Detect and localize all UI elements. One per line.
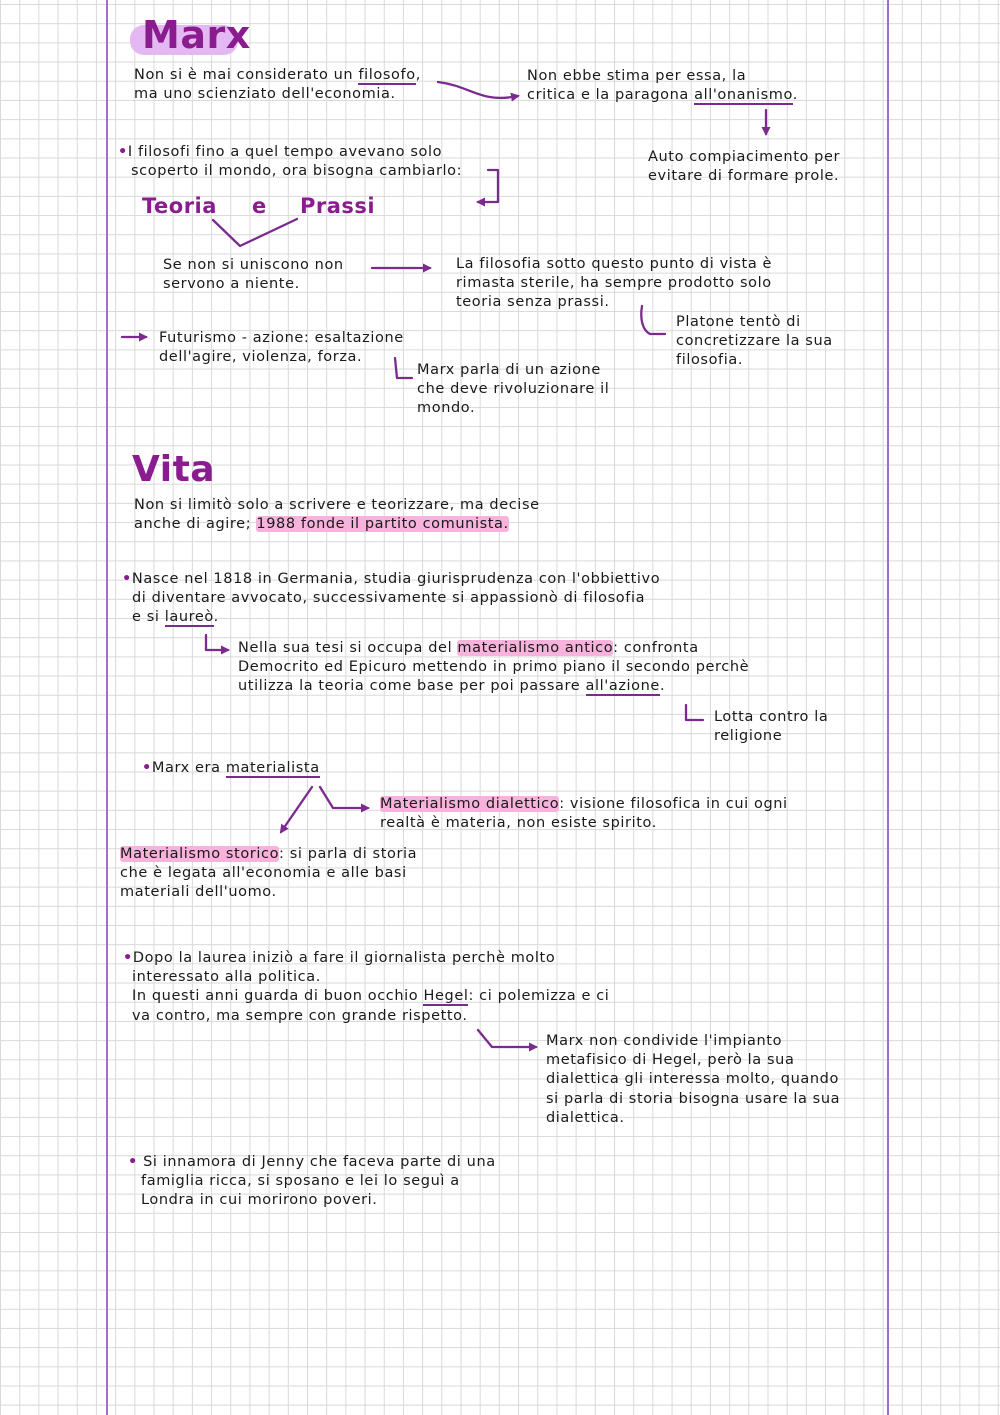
nasce-line3a: e si — [132, 609, 165, 626]
laurea-line1: Dopo la laurea iniziò a fare il giornalista perchè molto — [132, 950, 556, 966]
section-title-vita: Vita — [132, 449, 216, 490]
jenny-line2: famiglia ricca, si sposano e lei lo seguì a — [141, 1173, 460, 1190]
stima-note — [527, 67, 798, 105]
tesi-line1a: Nella sua tesi si occupa del — [238, 640, 458, 656]
laurea-note — [123, 949, 609, 1026]
bullet-dot: • — [142, 760, 152, 776]
nasce-note — [122, 570, 660, 628]
futurismo-line2: dell'agire, violenza, forza. — [159, 349, 363, 366]
bullet-dot: • — [122, 571, 132, 587]
nasce-line1: Nasce nel 1818 in Germania, studia giurisprudenza con l'obbiettivo — [131, 571, 661, 587]
sterile-line2: rimasta sterile, ha sempre prodotto solo — [456, 275, 772, 292]
dialettico-line1b: : visione filosofica in cui ogni — [559, 796, 788, 812]
bullet-dot: • — [118, 144, 128, 160]
marx-intro-filosofo: filosofo — [358, 67, 416, 83]
laurea-line3a: In questi anni guarda di buon occhio — [132, 988, 424, 1005]
connector-teoria-prassi — [213, 219, 297, 246]
marx-intro-line1a: Non si è mai considerato un — [134, 67, 359, 83]
marx-intro-line1c: , — [415, 67, 421, 83]
hook-religione — [686, 705, 703, 720]
storico-note — [120, 845, 417, 903]
bracket-filosofi — [478, 170, 498, 202]
auto-line1: Auto compiacimento per — [648, 149, 841, 165]
arrow-hegel-to-note — [478, 1030, 536, 1047]
tesi-line2: Democrito ed Epicuro mettendo in primo piano il secondo perchè — [238, 659, 750, 676]
platone-line1: Platone tentò di — [676, 314, 801, 330]
futurismo-note — [159, 329, 404, 367]
filosofi-line1: I filosofi fino a quel tempo avevano solo — [127, 144, 443, 160]
laurea-line3c: : ci polemizza e ci — [468, 988, 610, 1005]
prassi-label: Prassi — [300, 194, 376, 218]
tesi-azione: all'azione — [585, 678, 660, 695]
arrow-to-dialettico — [320, 787, 368, 808]
agire-line2a: anche di agire; — [134, 516, 257, 533]
azione-note — [417, 361, 609, 419]
hegel-line3: dialettica gli interessa molto, quando — [546, 1071, 839, 1088]
laurea-line4: va contro, ma sempre con grande rispetto. — [132, 1007, 468, 1024]
tesi-note — [238, 639, 749, 697]
sterile-line1: La filosofia sotto questo punto di vista è — [456, 256, 773, 272]
sterile-line3: teoria senza prassi. — [456, 294, 610, 311]
nasce-laureo: laureò — [164, 609, 214, 626]
auto-line2: evitare di formare prole. — [648, 168, 840, 185]
storico-line1b: : si parla di storia — [279, 846, 418, 862]
azione-line3: mondo. — [417, 400, 476, 417]
laurea-line2: interessato alla politica. — [132, 969, 321, 986]
stima-line1: Non ebbe stima per essa, la — [527, 68, 747, 84]
jenny-note — [128, 1153, 496, 1211]
materialismo-dialettico-highlight: Materialismo dialettico — [380, 796, 560, 812]
hegel-line5: dialettica. — [546, 1109, 625, 1126]
arrow-laureo-to-tesi — [206, 635, 228, 650]
nasce-line2: di diventare avvocato, successivamente si appassionò di filosofia — [132, 590, 646, 607]
stima-onanismo: all'onanismo — [694, 87, 793, 104]
tesi-line3c: . — [659, 678, 666, 695]
auto-compiacimento-note — [648, 148, 840, 186]
unisc-line1: Se non si uniscono non — [163, 257, 344, 273]
e-label: e — [252, 194, 267, 218]
agire-line1: Non si limitò solo a scrivere e teorizzare, ma decise — [134, 497, 540, 513]
religione-line1: Lotta contro la — [714, 709, 829, 725]
storico-line3: materiali dell'uomo. — [120, 884, 277, 901]
hegel-note — [546, 1032, 840, 1128]
stima-line2a: critica e la paragona — [527, 87, 695, 104]
dialettico-note — [380, 795, 788, 833]
platone-line3: filosofia. — [676, 352, 744, 369]
hegel-line4: si parla di storia bisogna usare la sua — [546, 1090, 841, 1107]
hegel-line2: metafisico di Hegel, però la sua — [546, 1052, 795, 1069]
filosofia-sterile-note — [456, 255, 772, 313]
laurea-hegel: Hegel — [423, 988, 469, 1005]
partito-comunista-highlight: 1988 fonde il partito comunista. — [256, 516, 509, 533]
materialismo-antico-highlight: materialismo antico — [457, 640, 614, 656]
unisc-note — [163, 256, 344, 294]
dialettico-line2: realtà è materia, non esiste spirito. — [380, 815, 657, 832]
jenny-line3: Londra in cui morirono poveri. — [141, 1192, 378, 1209]
filosofi-line2: scoperto il mondo, ora bisogna cambiarlo: — [131, 163, 463, 180]
section-title-marx: Marx — [142, 13, 251, 57]
bullet-dot: • — [128, 1154, 138, 1170]
jenny-line1: Si innamora di Jenny che faceva parte di una — [143, 1154, 496, 1170]
marx-intro — [134, 66, 421, 104]
filosofi-note — [118, 143, 462, 181]
azione-line1: Marx parla di un azione — [417, 362, 601, 378]
tesi-line3a: utilizza la teoria come base per poi passare — [238, 678, 586, 695]
bullet-dot: • — [123, 950, 133, 966]
materialismo-storico-highlight: Materialismo storico — [120, 846, 280, 862]
platone-line2: concretizzare la sua — [676, 333, 833, 350]
platone-note — [676, 313, 833, 371]
marx-intro-line2: ma uno scienziato dell'economia. — [134, 86, 396, 103]
religione-note — [714, 708, 828, 746]
arrow-to-storico — [281, 787, 312, 832]
hegel-line1: Marx non condivide l'impianto — [546, 1033, 783, 1049]
stima-line2c: . — [792, 87, 798, 104]
agire-note — [134, 496, 540, 534]
tesi-line1c: : confronta — [613, 640, 699, 656]
right-margin-line — [887, 0, 889, 1415]
religione-line2: religione — [714, 728, 783, 745]
materialista-word: materialista — [225, 760, 320, 776]
left-margin-line — [106, 0, 108, 1415]
nasce-line3c: . — [213, 609, 219, 626]
azione-line2: che deve rivoluzionare il — [417, 381, 610, 398]
materialista-note — [142, 759, 320, 778]
storico-line2: che è legata all'economia e alle basi — [120, 865, 407, 882]
unisc-line2: servono a niente. — [163, 276, 300, 293]
teoria-label: Teoria — [142, 194, 217, 218]
materialista-text: Marx era — [151, 760, 226, 776]
futurismo-line1: Futurismo - azione: esaltazione — [159, 330, 404, 346]
arrow-filosofo-to-stima — [438, 82, 518, 98]
